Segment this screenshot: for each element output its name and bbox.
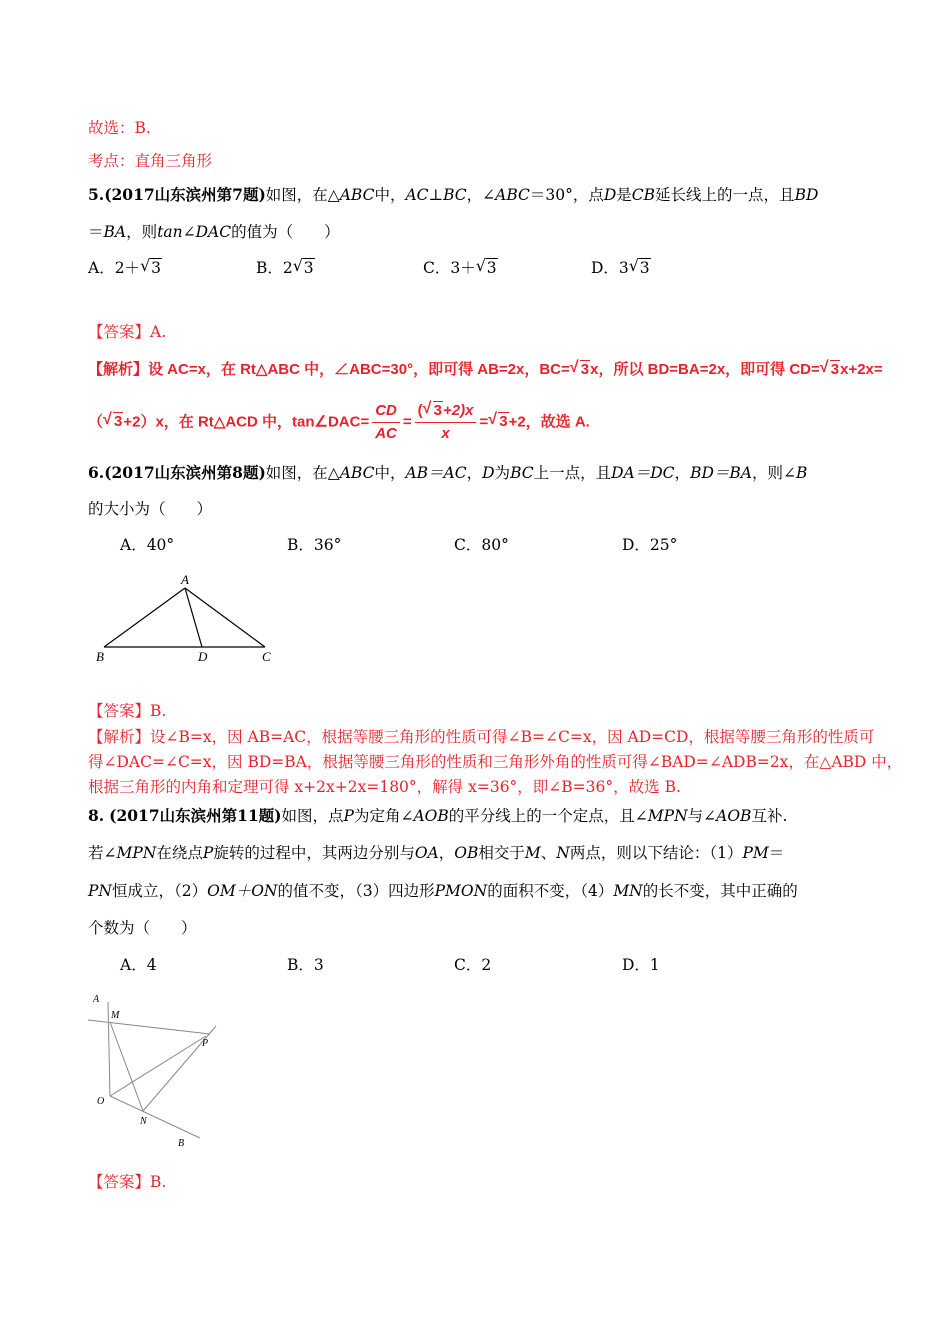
segment-ad	[185, 588, 202, 647]
q8-var: OA	[414, 844, 439, 862]
q8-option-d[interactable]: D．1	[622, 956, 660, 974]
q5-stem-line2	[88, 222, 340, 242]
q8-text: 相交于	[478, 844, 525, 862]
q5-answer: 【答案】A.	[88, 323, 167, 341]
segment-mn	[110, 1022, 143, 1111]
radicand: 3	[580, 361, 590, 378]
q5-number: 5.	[88, 185, 105, 204]
q6-var: DA＝DC	[611, 464, 675, 482]
q5-text: ∠	[182, 223, 196, 241]
q8-stem-line2	[88, 843, 784, 863]
sqrt-symbol	[293, 258, 315, 278]
q6-stem-line1	[88, 463, 807, 483]
q5-stem-line1	[88, 185, 818, 205]
q8-text: 恒成立，（2）	[112, 882, 208, 900]
sqrt-symbol	[629, 258, 651, 278]
q8-number: 8.	[88, 806, 105, 825]
radicand: 3	[151, 259, 161, 277]
fraction-cd-ac	[372, 400, 400, 445]
option-label: A．2＋	[88, 259, 141, 277]
q8-text: 、	[540, 844, 557, 862]
q8-text: 旋转的过程中，其两边分别与	[213, 844, 415, 862]
q5-text: ＝	[88, 223, 104, 241]
sqrt-symbol	[103, 400, 123, 444]
q5-var: D	[603, 186, 617, 204]
q8-var: PM	[742, 844, 769, 862]
q8-var: AOB	[716, 807, 752, 825]
equals-sign: =	[402, 413, 412, 431]
label-d: D	[198, 649, 208, 664]
q8-var: M	[524, 844, 541, 862]
q8-text: 互补.	[751, 807, 788, 825]
q8-text: ＝	[768, 844, 785, 862]
paren: (	[417, 402, 423, 419]
q8-text: 与∠	[687, 807, 717, 825]
q5-text: 的值为（ ）	[231, 223, 340, 241]
q8-source: (2017山东滨州第11题)	[109, 806, 282, 825]
q8-text: 如图，点	[281, 807, 344, 825]
q5-var: CB	[631, 186, 656, 204]
option-label: D．3	[591, 259, 629, 277]
numerator-tail: +2)x	[443, 402, 474, 419]
label-n: N	[140, 1116, 147, 1127]
q6-stem-line2: 的大小为（ ）	[88, 500, 213, 518]
segment-ac	[185, 588, 265, 647]
sqrt-symbol	[488, 400, 508, 444]
radicand: 3	[499, 413, 508, 431]
label-a: A	[93, 994, 100, 1005]
q5-text: ，∠	[466, 186, 496, 204]
q8-text: 的面积不变，（4）	[487, 882, 614, 900]
q8-text: 的平分线上的一个定点，且∠	[448, 807, 648, 825]
label-a: A	[181, 572, 189, 587]
analysis-text: x+2x=	[840, 361, 883, 378]
q8-text: 为定角∠	[353, 807, 414, 825]
q8-text: ，	[438, 844, 455, 862]
q5-option-d[interactable]	[591, 258, 651, 278]
q5-var: tan	[157, 223, 183, 241]
q6-var: BD＝BA	[690, 464, 752, 482]
q5-option-b[interactable]	[256, 258, 315, 278]
fraction-expression	[415, 400, 477, 445]
plus-two: +2	[508, 413, 526, 431]
radicand: 3	[303, 259, 314, 277]
q6-var: BC	[510, 464, 534, 482]
q5-text: 中，	[374, 186, 406, 204]
q5-var: BA	[103, 223, 127, 241]
q5-text: 延长线上的一点，且	[655, 186, 795, 204]
q6-triangle-figure	[90, 570, 290, 670]
q5-option-c[interactable]	[423, 258, 498, 278]
q8-var: MPN	[116, 844, 157, 862]
q6-text: 为	[494, 464, 511, 482]
q5-text: ＝30°，点	[529, 186, 604, 204]
fraction-numerator: CD	[372, 400, 400, 423]
q8-var: OB	[454, 844, 479, 862]
radicand: 3	[830, 361, 840, 378]
q6-var: AB＝AC	[405, 464, 467, 482]
q8-text: 若∠	[88, 844, 117, 862]
q6-option-b[interactable]: B．36°	[287, 536, 342, 554]
q8-text: 的值不变，（3）四边形	[277, 882, 435, 900]
label-b: B	[96, 649, 104, 664]
q8-angle-figure	[88, 988, 228, 1153]
label-o: O	[97, 1096, 105, 1107]
sqrt-symbol	[476, 258, 498, 278]
q8-stem-line4: 个数为（ ）	[88, 919, 197, 937]
q6-var: D	[482, 464, 495, 482]
q8-var: PN	[88, 882, 112, 900]
q6-text: ，	[674, 464, 691, 482]
radicand: 3	[486, 259, 497, 277]
q8-text: 的长不变，其中正确的	[642, 882, 798, 900]
q8-text: 两点，则以下结论：（1）	[569, 844, 743, 862]
q6-text: ，则∠	[751, 464, 796, 482]
line-mp	[88, 1020, 210, 1034]
q5-analysis-line1	[88, 360, 883, 380]
label-c: C	[262, 649, 271, 664]
q8-option-c[interactable]: C．2	[454, 956, 492, 974]
q8-option-a[interactable]: A．4	[120, 956, 157, 974]
q8-var: P	[202, 844, 214, 862]
q5-source: (2017山东滨州第7题)	[104, 185, 266, 204]
q8-var: OM＋ON	[207, 882, 278, 900]
q5-analysis-line2	[88, 400, 590, 450]
q5-var: BD	[794, 186, 819, 204]
q8-answer: 【答案】B.	[88, 1173, 167, 1191]
radicand: 3	[114, 413, 123, 431]
option-label: B．2	[256, 259, 293, 277]
q8-var: PMON	[434, 882, 488, 900]
q8-var: AOB	[413, 807, 449, 825]
analysis-text: 【解析】设 AC=x，在 Rt△ABC 中，∠ABC=30°，即可得 AB=2x，BC=	[88, 361, 570, 378]
q5-text: 如图，在△	[265, 186, 340, 204]
q8-var: P	[343, 807, 354, 825]
q6-var: B	[795, 464, 808, 482]
analysis-text: ，故选 A.	[525, 413, 590, 431]
bisector-op	[110, 1036, 209, 1096]
radicand: 3	[433, 402, 442, 419]
option-label: C．3＋	[423, 259, 476, 277]
q6-analysis-line3: 根据三角形的内角和定理可得 x+2x+2x=180°，解得 x=36°，即∠B=36°，故选 B.	[88, 778, 681, 796]
fraction-denominator: x	[441, 425, 450, 442]
q5-var: ABC	[339, 186, 375, 204]
prev-choice: 故选：B.	[88, 119, 151, 137]
label-m: M	[111, 1010, 120, 1021]
q8-text: 在绕点	[156, 844, 203, 862]
q8-stem-line3	[88, 881, 798, 901]
q6-number: 6.	[88, 463, 105, 482]
q5-var: ABC	[495, 186, 530, 204]
analysis-text: x，所以 BD=BA=2x，即可得 CD=	[590, 361, 820, 378]
q8-var: N	[556, 844, 570, 862]
q5-text: 是	[616, 186, 632, 204]
q6-text: ，	[466, 464, 483, 482]
q6-text: 如图，在△	[265, 464, 340, 482]
sqrt-symbol	[423, 400, 443, 422]
q6-var: ABC	[339, 464, 375, 482]
ray-oa	[108, 1002, 110, 1096]
q6-option-c[interactable]: C．80°	[454, 536, 509, 554]
ray-ob	[110, 1096, 200, 1138]
q5-var: AC⊥BC	[405, 186, 467, 204]
q5-var: DAC	[195, 223, 232, 241]
equals-sign: =	[479, 413, 489, 431]
label-b: B	[178, 1138, 185, 1149]
fraction-denominator: AC	[375, 425, 397, 442]
label-p: P	[202, 1038, 209, 1049]
fraction-numerator	[415, 400, 477, 423]
q8-stem-line1	[88, 806, 787, 826]
segment-ab	[104, 588, 185, 647]
q6-text: 上一点，且	[533, 464, 612, 482]
q8-var: MN	[613, 882, 643, 900]
sqrt-symbol	[820, 360, 840, 380]
q6-analysis-line1: 【解析】设∠B=x，因 AB=AC，根据等腰三角形的性质可得∠B=∠C=x，因 AD=CD，根据等腰三角形的性质可	[88, 728, 875, 746]
q6-source: (2017山东滨州第8题)	[104, 463, 266, 482]
prev-topic: 考点：直角三角形	[88, 152, 213, 170]
radicand: 3	[639, 259, 650, 277]
analysis-text: （	[88, 413, 104, 431]
q8-var: MPN	[647, 807, 688, 825]
q6-option-a[interactable]: A．40°	[120, 536, 175, 554]
q6-text: 中，	[374, 464, 406, 482]
q8-option-b[interactable]: B．3	[287, 956, 324, 974]
q5-option-a[interactable]	[88, 258, 162, 278]
analysis-text: +2）x，在 Rt△ACD 中，tan∠DAC=	[123, 413, 370, 431]
q5-text: ，则	[126, 223, 158, 241]
sqrt-symbol	[570, 360, 590, 380]
sqrt-symbol	[140, 258, 162, 278]
q6-answer: 【答案】B.	[88, 702, 167, 720]
q6-option-d[interactable]: D．25°	[622, 536, 678, 554]
q6-analysis-line2: 得∠DAC=∠C=x，因 BD=BA，根据等腰三角形的性质和三角形外角的性质可得∠BAD=∠ADB=2x，在△ABD 中，	[88, 753, 903, 771]
